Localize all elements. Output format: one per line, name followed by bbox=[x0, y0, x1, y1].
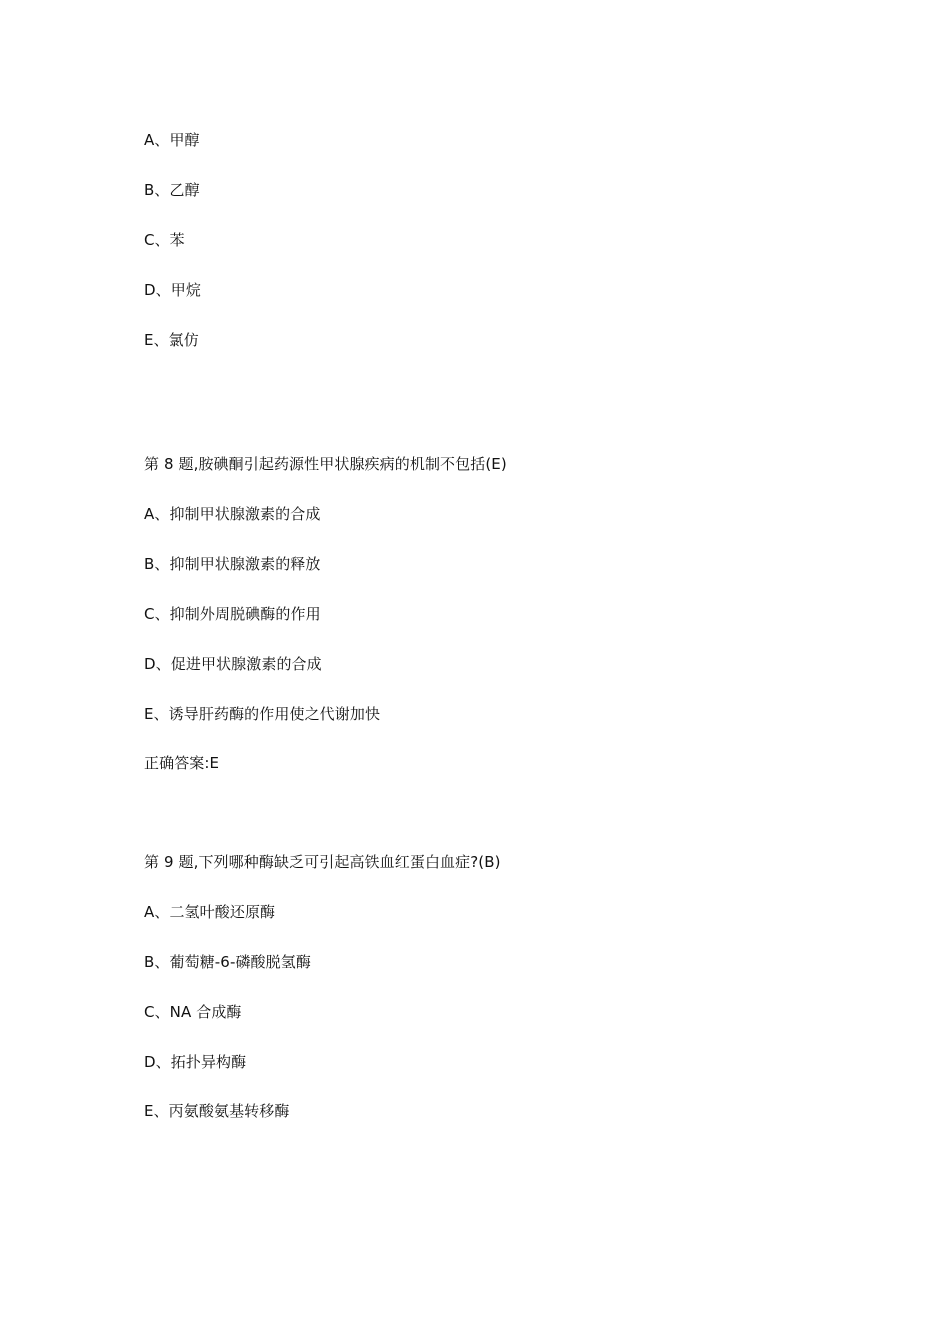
q9-option-b: B、葡萄糖-6-磷酸脱氢酶 bbox=[144, 953, 311, 971]
q8-option-d: D、促进甲状腺激素的合成 bbox=[144, 655, 322, 673]
q8-option-a: A、抑制甲状腺激素的合成 bbox=[144, 505, 321, 523]
q8-answer: 正确答案:E bbox=[144, 754, 220, 772]
q8-option-e: E、诱导肝药酶的作用使之代谢加快 bbox=[144, 705, 381, 723]
q8-option-b: B、抑制甲状腺激素的释放 bbox=[144, 555, 321, 573]
q7-option-b: B、乙醇 bbox=[144, 181, 200, 199]
q9-option-c: C、NA 合成酶 bbox=[144, 1003, 242, 1021]
q9-option-d: D、拓扑异构酶 bbox=[144, 1053, 247, 1071]
q7-option-c: C、苯 bbox=[144, 231, 185, 249]
q7-option-e: E、氯仿 bbox=[144, 331, 199, 349]
q9-option-e: E、丙氨酸氨基转移酶 bbox=[144, 1102, 290, 1120]
q7-option-d: D、甲烷 bbox=[144, 281, 201, 299]
q9-question: 第 9 题,下列哪种酶缺乏可引起高铁血红蛋白血症?(B) bbox=[144, 853, 501, 871]
q7-option-a: A、甲醇 bbox=[144, 131, 200, 149]
q8-option-c: C、抑制外周脱碘酶的作用 bbox=[144, 605, 321, 623]
q9-option-a: A、二氢叶酸还原酶 bbox=[144, 903, 276, 921]
q8-question: 第 8 题,胺碘酮引起药源性甲状腺疾病的机制不包括(E) bbox=[144, 455, 507, 473]
